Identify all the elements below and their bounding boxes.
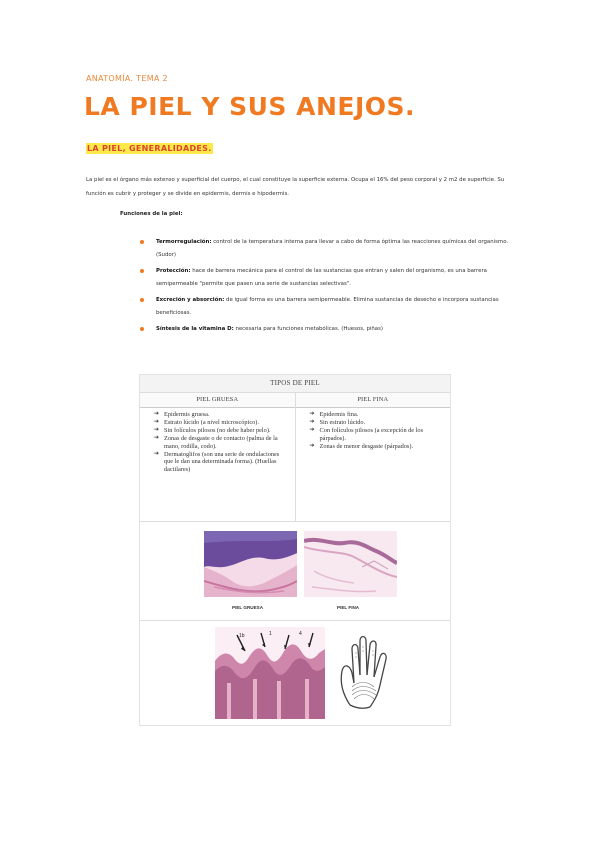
list-item: ➔ Epidermis gruesa.	[154, 411, 210, 418]
thick-skin-heading: PIEL GRUESA	[140, 393, 295, 408]
bullet-icon	[140, 327, 144, 331]
arrow-icon: ➔	[309, 411, 315, 417]
function-item	[140, 323, 520, 336]
bullet-icon	[140, 269, 144, 273]
function-text: hace de barrera mecánica para el control de las sustancias que entran y salen del organismo, es una barrera semipermeable "permite que pasen una serie de sustancias selectivas".	[156, 268, 487, 287]
list-item: ➔ Sin folículos pilosos (no debe haber pelo).	[154, 426, 271, 434]
arrow-icon: ➔	[154, 434, 160, 441]
bullet-icon	[140, 240, 144, 244]
function-text: control de la temperatura interna para llevar a cabo de forma óptima las reacciones químicas del organismo. (Sudor)	[156, 239, 509, 258]
list-item: ➔ Zonas de desgaste o de contacto (palma de la mano, rodilla, codo).	[154, 434, 278, 450]
thin-skin-column	[295, 393, 451, 521]
thick-skin-list	[140, 408, 295, 473]
handprint-image	[330, 629, 400, 713]
list-item: ➔ Estrato lúcido (a nivel microscópico).	[154, 418, 259, 426]
list-item: ➔ Epidermis fina.	[309, 411, 359, 418]
document-title: LA PIEL Y SUS ANEJOS.	[84, 92, 416, 121]
thin-skin-list	[296, 408, 451, 450]
functions-heading: Funciones de la piel:	[120, 211, 183, 217]
micro-label: 1b	[239, 633, 245, 639]
list-item: ➔ Sin estrato lúcido.	[309, 418, 366, 426]
list-item: ➔ Zonas de menor desgaste (párpados).	[309, 442, 414, 450]
micro-label: 1	[269, 631, 272, 637]
arrow-icon: ➔	[309, 418, 315, 425]
thick-skin-caption: PIEL GRUESA	[232, 605, 264, 610]
figure-table	[140, 393, 450, 522]
function-text: necesaria para funciones metabólicas. (Huesos, piñas)	[233, 326, 383, 332]
dermatoglyph-micrograph	[215, 627, 325, 719]
section-heading: LA PIEL, GENERALIDADES.	[87, 144, 212, 153]
intro-paragraph: La piel es el órgano más extenso y superficial del cuerpo, el cual constituye la superficie externa. Ocupa el 16% del peso corporal y 2 m2 de superficie. Su función es cubrir y proteger y se divide en epidermis, dermis e hipodermis.	[86, 177, 505, 197]
bullet-icon	[140, 298, 144, 302]
function-term: Excreción y absorción:	[156, 297, 225, 303]
function-term: Termorregulación:	[156, 239, 212, 245]
document-subtitle: ANATOMÍA. TEMA 2	[86, 74, 168, 83]
function-term: Protección:	[156, 268, 191, 274]
function-item	[140, 236, 520, 262]
arrow-icon: ➔	[154, 418, 160, 425]
list-item: ➔ Dermatoglifos (son una serie de ondulaciones que le dan una determinada forma). (Huellas dactilares)	[154, 450, 280, 473]
thick-skin-column	[140, 393, 295, 521]
list-item: ➔ Con folículos pilosos (a excepción de los párpados).	[309, 426, 424, 442]
thin-skin-micrograph	[304, 531, 397, 597]
thick-skin-micrograph	[204, 531, 297, 597]
skin-types-figure	[139, 374, 451, 726]
thin-skin-caption: PIEL FINA	[337, 605, 360, 610]
function-item	[140, 265, 520, 291]
arrow-icon: ➔	[154, 411, 160, 417]
arrow-icon: ➔	[309, 442, 315, 449]
thin-skin-heading: PIEL FINA	[296, 393, 451, 408]
histology-row-2	[140, 621, 450, 725]
functions-list	[140, 236, 520, 339]
arrow-icon: ➔	[154, 426, 160, 433]
figure-title: TIPOS DE PIEL	[140, 375, 450, 393]
micro-label: 4	[299, 631, 302, 637]
function-text: de igual forma es una barrera semipermeable. Elimina sustancias de desecho e incorpora sustancias beneficiosas.	[156, 297, 499, 316]
histology-row-1	[140, 525, 450, 621]
arrow-icon: ➔	[309, 426, 315, 433]
function-term: Síntesis de la vitamina D:	[156, 326, 234, 332]
function-item	[140, 294, 520, 320]
arrow-icon: ➔	[154, 450, 160, 457]
